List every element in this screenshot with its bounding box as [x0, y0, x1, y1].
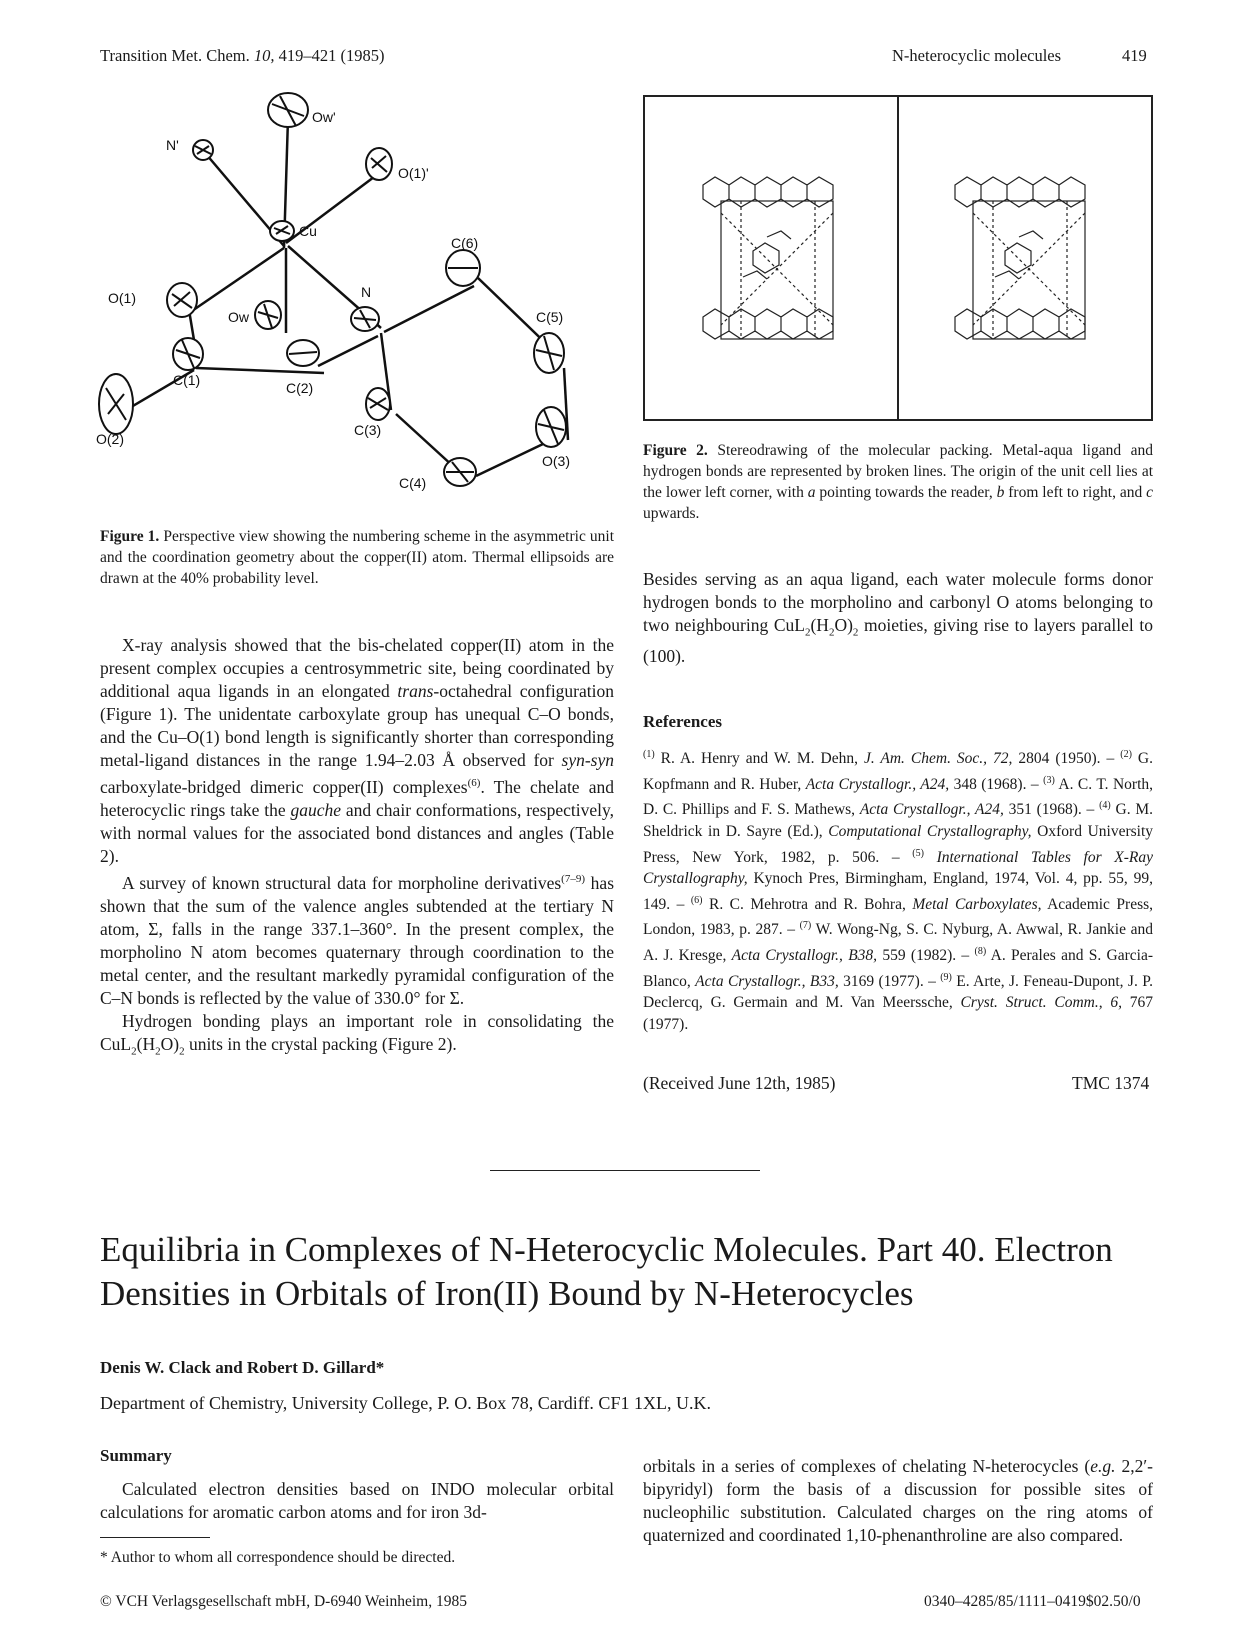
footnote: * Author to whom all correspondence should be directed. — [100, 1549, 456, 1566]
text: G. M. Sheldrick in D. Sayre (Ed.), — [643, 801, 1153, 840]
text: and chair conformations, respectively, with normal values for the associated bond distances and angles (Table 2). — [100, 799, 614, 866]
figure2-caption-text: Stereodrawing of the molecular packing. Metal-aqua ligand and hydrogen bonds are represented by broken lines. The origin of the unit cell lies at the lower left corner, with — [643, 442, 1153, 501]
paragraph — [100, 634, 614, 868]
label-c1: C(1) — [173, 372, 201, 388]
text: A. Perales and S. Garcia-Blanco, — [643, 947, 1154, 990]
text: 767 (1977). — [643, 994, 1153, 1033]
volume: 10, — [253, 46, 275, 65]
text: Academic Press, London, 1983, p. 287. – — [643, 895, 1154, 939]
summary-heading: Summary — [100, 1446, 172, 1465]
text: units in the crystal packing (Figure 2). — [184, 1033, 457, 1054]
figure2-caption — [643, 440, 1153, 524]
axis-b: b — [996, 484, 1005, 501]
label-c5: C(5) — [536, 309, 564, 325]
footnote-rule — [100, 1537, 210, 1538]
text: O) — [160, 1033, 180, 1054]
label-o2: O(2) — [96, 431, 124, 447]
label-c3: C(3) — [354, 422, 382, 438]
stereo-left — [703, 177, 833, 339]
text: orbitals in a series of complexes of chelating N-heterocycles ( — [643, 1456, 1091, 1476]
subscript: 2 — [131, 1045, 137, 1058]
text: 351 (1968). – — [1003, 801, 1100, 819]
text: Kynoch Pres, Birmingham, England, 1974, Vol. 4, pp. 55, 99, 149. – — [643, 870, 1153, 913]
italic-text: Acta Crystallogr., A24, — [805, 775, 950, 793]
label-o3: O(3) — [542, 453, 570, 469]
italic-text: J. Am. Chem. Soc., 72, — [863, 750, 1013, 768]
ref-number: (9) — [940, 971, 952, 983]
text: Hydrogen bonding plays an important role in consolidating the CuL — [100, 1010, 614, 1054]
article-title — [100, 1228, 1160, 1316]
italic-text: trans — [397, 681, 434, 701]
subscript: 2 — [804, 626, 811, 639]
italic-text: gauche — [290, 799, 342, 820]
right-column-text — [643, 568, 1153, 668]
figure2-caption-text: pointing towards the reader, — [815, 484, 997, 501]
ref-number: (4) — [1099, 800, 1111, 812]
subscript: 2 — [828, 626, 835, 639]
axis-c: c — [1146, 484, 1153, 501]
subscript: 2 — [852, 626, 859, 639]
subscript: 2 — [155, 1045, 161, 1058]
figure1-caption-text: Perspective view showing the numbering scheme in the asymmetric unit and the coordination geometry about the copper(II) atom. Thermal ellipsoids are drawn at the 40% probability level. — [100, 528, 614, 587]
text: 2804 (1950). – — [1012, 750, 1121, 768]
figure2-caption-text: from left to right, and — [1004, 484, 1147, 501]
figure1-caption — [100, 526, 614, 589]
ref-number: (8) — [974, 945, 987, 957]
text: (H — [136, 1033, 156, 1054]
text: Besides serving as an aqua ligand, each water molecule forms donor hydrogen bonds to the morpholino and carbonyl O atoms belonging to two neighbouring CuL — [643, 569, 1153, 635]
italic-text: International Tables for X-Ray Crystallography, — [643, 848, 1153, 888]
italic-text: Cryst. Struct. Comm., 6, — [960, 994, 1122, 1012]
references-list — [643, 744, 1153, 1035]
text: O) — [834, 615, 853, 635]
text: . The chelate and heterocyclic rings take the — [100, 776, 614, 820]
italic-text: e.g. — [1090, 1456, 1116, 1476]
text: 559 (1982). – — [877, 947, 975, 965]
reference-1 — [643, 750, 1120, 767]
ref-number: (3) — [1043, 774, 1055, 786]
text: -octahedral configuration (Figure 1). The unidentate carboxylate group has unequal C–O bonds, and the Cu–O(1) bond length is significantly shorter than corresponding metal-ligand distances in the range 1.94–2.03 Å observed for — [100, 681, 614, 770]
affiliation: Department of Chemistry, University College, P. O. Box 78, Cardiff. CF1 1XL, U.K. — [100, 1393, 711, 1413]
running-header-right: N-heterocyclic molecules — [892, 46, 1062, 65]
text: G. Kopfmann and R. Huber, — [643, 750, 1153, 793]
stereo-right — [955, 177, 1085, 339]
copyright: © VCH Verlagsgesellschaft mbH, D-6940 Weinheim, 1985 — [100, 1593, 467, 1610]
label-c6: C(6) — [451, 235, 479, 251]
figure1-drawing — [96, 88, 636, 520]
summary-text: Calculated electron densities based on INDO molecular orbital calculations for aromatic carbon atoms and for iron 3d- — [100, 1479, 614, 1522]
authors: Denis W. Clack and Robert D. Gillard* — [100, 1358, 385, 1377]
summary-left — [100, 1478, 614, 1524]
received-date: (Received June 12th, 1985) — [643, 1073, 836, 1093]
figure2-caption-label: Figure 2. — [643, 442, 708, 459]
citation: (7–9) — [561, 872, 585, 885]
label-c4: C(4) — [399, 475, 427, 491]
ref-number: (5) — [912, 847, 924, 859]
text: E. Arte, J. Feneau-Dupont, J. P. Declercq, G. Germain and M. Van Meerssche, — [643, 972, 1154, 1012]
paragraph — [100, 1010, 614, 1064]
ref-number: (7) — [799, 920, 812, 932]
italic-text: syn-syn — [561, 750, 614, 770]
italic-text: Computational Crystallography, — [828, 822, 1032, 840]
article-separator — [490, 1170, 760, 1171]
label-ow: Ow — [228, 309, 249, 325]
journal-name: Transition Met. Chem. — [100, 46, 250, 65]
running-header-left — [100, 46, 384, 66]
ref-number: (2) — [1120, 749, 1132, 760]
figure2-stereo-drawing — [649, 101, 1149, 417]
figure2-frame — [643, 95, 1153, 421]
label-n: N — [361, 284, 372, 300]
label-ow-prime: Ow' — [312, 109, 336, 125]
label-c2: C(2) — [286, 380, 314, 396]
pages: 419–421 (1985) — [278, 46, 385, 65]
summary-right — [643, 1455, 1153, 1547]
italic-text: Metal Carboxylates, — [912, 895, 1042, 913]
italic-text: Acta Crystallogr., B33, — [695, 972, 839, 990]
text: A survey of known structural data for morpholine derivatives — [122, 872, 562, 893]
text: A. C. T. North, D. C. Phillips and F. S. Mathews, — [643, 775, 1154, 819]
text: carboxylate-bridged dimeric copper(II) complexes — [100, 776, 468, 797]
figure2-caption-text: upwards. — [643, 505, 700, 522]
text: moieties, giving rise to layers parallel to (100). — [643, 615, 1154, 666]
text: 3169 (1977). – — [838, 972, 941, 990]
subscript: 2 — [179, 1045, 185, 1058]
label-n-prime: N' — [166, 137, 179, 153]
article-title-line-2: Densities in Orbitals of Iron(II) Bound by N-Heterocycles — [100, 1274, 914, 1313]
text: 2,2′-bipyridyl) form the basis of a discussion for possible sites of nucleophilic substitution. Calculated charges on the ring atoms of quaternized and coordinated 1,10-phenanthroline are also compared. — [643, 1456, 1154, 1545]
paragraph — [100, 868, 614, 1010]
label-o1: O(1) — [108, 290, 136, 306]
text: has shown that the sum of the valence angles subtended at the tertiary N atom, Σ, falls in the range 337.1–360°. In the present complex, the morpholino N atom becomes quaternary through coordination to the metal center, and the resultant markedly pyramidal configuration of the C–N bonds is reflected by the value of 330.0° for Σ. — [100, 872, 615, 1008]
text: (H — [810, 615, 829, 635]
figure1-caption-label: Figure 1. — [100, 528, 160, 545]
left-column-text — [100, 634, 614, 1063]
article-title-line-1: Equilibria in Complexes of N-Heterocyclic Molecules. Part 40. Electron — [100, 1230, 1113, 1269]
ref-number: (6) — [690, 894, 703, 906]
paragraph — [643, 568, 1153, 668]
italic-text: Acta Crystallogr., A24, — [859, 801, 1004, 819]
label-o1-prime: O(1)' — [398, 165, 429, 181]
references-heading: References — [643, 712, 722, 731]
article-code: 0340–4285/85/1111–0419$02.50/0 — [924, 1593, 1141, 1610]
text: R. A. Henry and W. M. Dehn, — [654, 750, 864, 768]
label-cu: Cu — [299, 223, 317, 239]
citation: (6) — [467, 777, 481, 789]
text: W. Wong-Ng, S. C. Nyburg, A. Awwal, R. Jankie and A. J. Kresge, — [643, 921, 1153, 965]
page-number: 419 — [1122, 46, 1147, 65]
axis-a: a — [807, 484, 816, 501]
italic-text: Acta Crystallogr., B38, — [731, 947, 878, 965]
text: X-ray analysis showed that the bis-chelated copper(II) atom in the present complex occupies a centrosymmetric site, being coordinated by additional aqua ligands in an elongated — [100, 635, 614, 701]
text: Oxford University Press, New York, 1982, p. 506. – — [643, 822, 1154, 866]
text: 348 (1968). – — [949, 775, 1044, 793]
ref-number: (1) — [643, 749, 655, 760]
tmc-number: TMC 1374 — [1072, 1073, 1150, 1093]
text: R. C. Mehrotra and R. Bohra, — [702, 895, 913, 913]
